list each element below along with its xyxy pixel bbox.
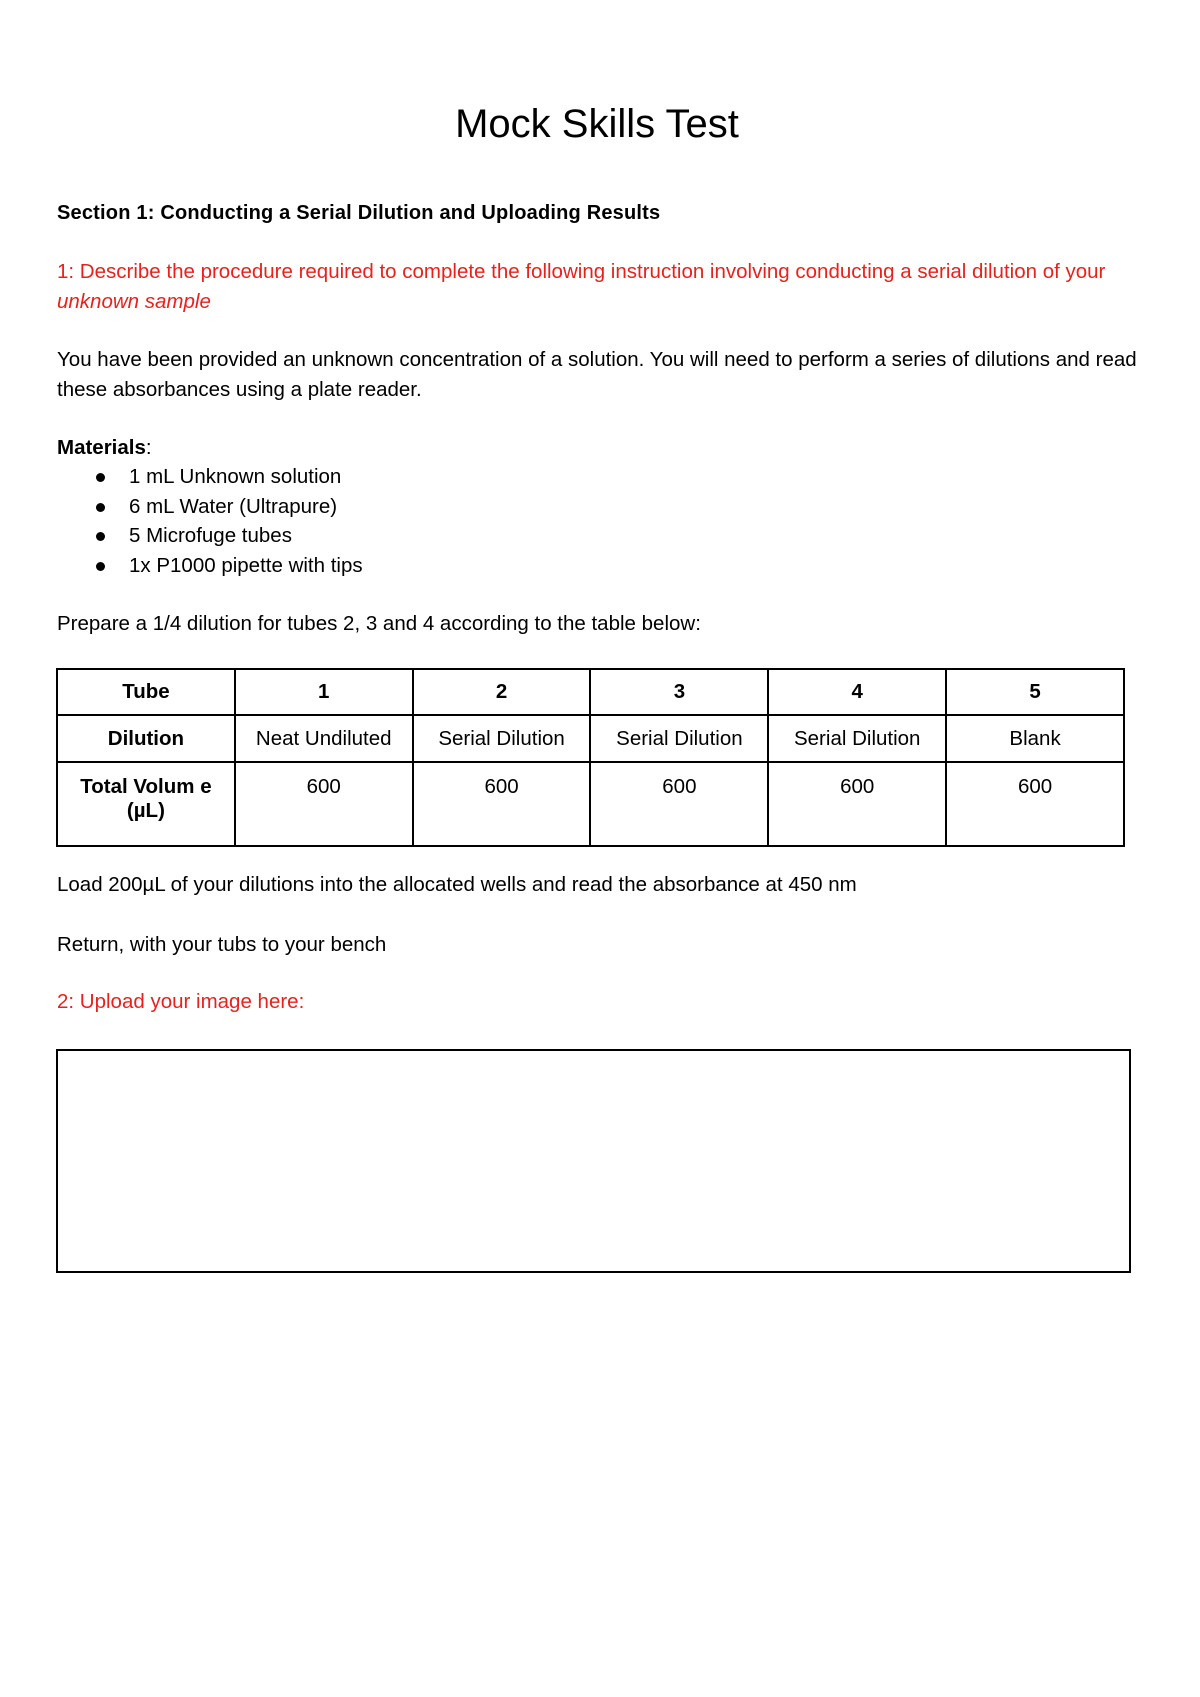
table-cell: 600 xyxy=(235,762,413,846)
page-title: Mock Skills Test xyxy=(455,102,739,146)
material-text: 5 Microfuge tubes xyxy=(129,524,292,547)
materials-label: Materials xyxy=(57,436,146,459)
table-row xyxy=(57,715,1124,762)
bullet-icon xyxy=(96,503,105,512)
table-cell: Serial Dilution xyxy=(413,715,591,762)
material-text: 1x P1000 pipette with tips xyxy=(129,553,363,577)
question-1-emphasis: unknown sample xyxy=(57,289,211,313)
table-cell: 600 xyxy=(590,762,768,846)
section-heading: Section 1: Conducting a Serial Dilution and Uploading Results xyxy=(57,202,661,224)
volume-label-line2: (µL) xyxy=(126,799,165,822)
list-item xyxy=(57,462,363,492)
materials-colon: : xyxy=(145,436,152,459)
material-text: 1 mL Unknown solution xyxy=(129,465,342,488)
question-1-text: 1: Describe the procedure required to complete the following instruction involving conducting a serial dilution of your xyxy=(57,260,1106,283)
return-instruction: Return, with your tubs to your bench xyxy=(57,933,387,956)
prepare-instruction: Prepare a 1/4 dilution for tubes 2, 3 and 4 according to the table below: xyxy=(57,612,701,635)
table-cell: 2 xyxy=(413,669,591,715)
volume-label-line1: Total Volum e xyxy=(80,775,212,798)
question-2: 2: Upload your image here: xyxy=(57,990,305,1013)
table-cell: 1 xyxy=(235,669,413,715)
table-cell: 600 xyxy=(946,762,1124,846)
table-cell: Serial Dilution xyxy=(768,715,946,762)
load-instruction: Load 200µL of your dilutions into the allocated wells and read the absorbance at 450 nm xyxy=(57,873,857,896)
materials-list xyxy=(57,462,363,580)
table-cell: Neat Undiluted xyxy=(235,715,413,762)
table-row xyxy=(57,669,1124,715)
bullet-icon xyxy=(96,562,105,571)
table-cell: Serial Dilution xyxy=(590,715,768,762)
table-row xyxy=(57,762,1124,846)
bullet-icon xyxy=(96,532,105,541)
intro-paragraph: You have been provided an unknown concentration of a solution. You will need to perform a series of dilutions and read these absorbances using a plate reader. xyxy=(57,348,1137,401)
table-cell: 3 xyxy=(590,669,768,715)
list-item xyxy=(57,551,363,581)
dilution-table xyxy=(56,668,1125,847)
bullet-icon xyxy=(96,473,105,482)
table-cell: Blank xyxy=(946,715,1124,762)
list-item xyxy=(57,492,363,522)
table-cell: 600 xyxy=(413,762,591,846)
material-text: 6 mL Water (Ultrapure) xyxy=(129,494,338,518)
materials-heading xyxy=(57,433,1157,463)
image-upload-area[interactable] xyxy=(56,1049,1131,1273)
list-item xyxy=(57,521,363,551)
question-1 xyxy=(57,257,1157,316)
table-cell: 5 xyxy=(946,669,1124,715)
table-cell xyxy=(57,762,235,846)
table-cell: 4 xyxy=(768,669,946,715)
table-cell: Dilution xyxy=(57,715,235,762)
table-cell: Tube xyxy=(57,669,235,715)
table-cell: 600 xyxy=(768,762,946,846)
